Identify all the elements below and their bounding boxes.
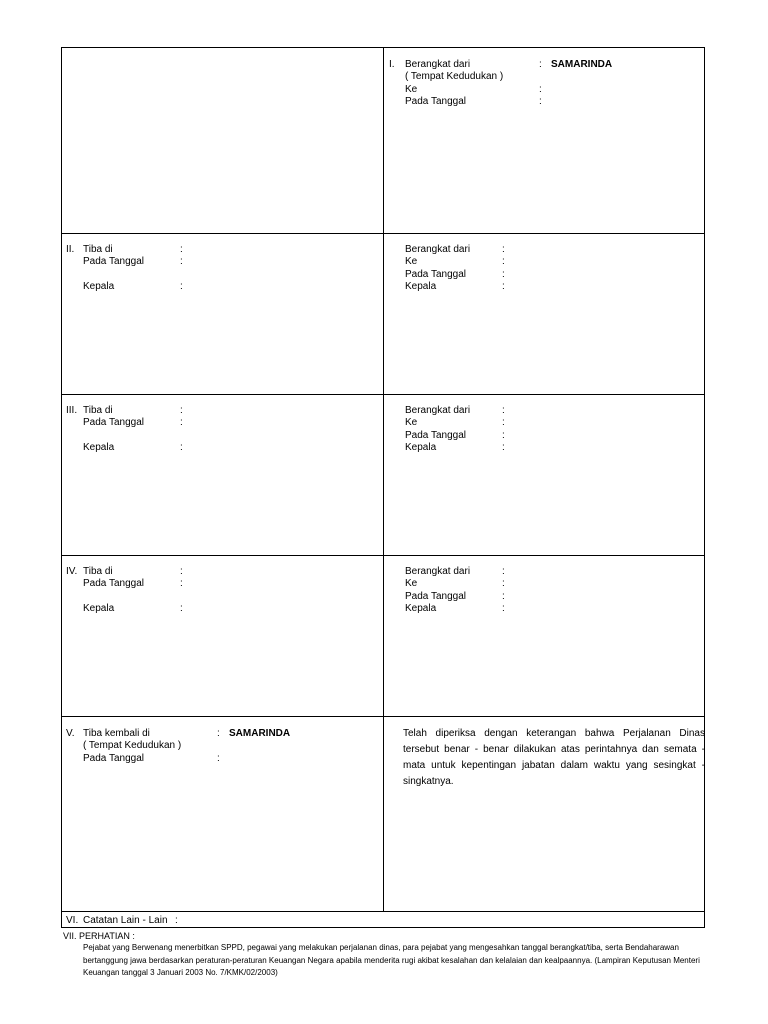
- section-number: IV.: [66, 566, 78, 577]
- field-label: Berangkat dari: [405, 566, 471, 577]
- field-colon: :: [502, 281, 505, 292]
- field-label: Catatan Lain - Lain: [83, 915, 168, 926]
- field-label: Tiba di: [83, 566, 113, 577]
- row-divider: [62, 716, 704, 717]
- section-number: I.: [389, 59, 395, 70]
- field-colon: :: [180, 578, 183, 589]
- field-label: Tiba di: [83, 405, 113, 416]
- field-label: Berangkat dari: [405, 59, 471, 70]
- field-label: Kepala: [405, 442, 437, 453]
- field-colon: :: [180, 244, 183, 255]
- field-colon: :: [180, 566, 183, 577]
- field-label: Pada Tanggal: [83, 578, 144, 589]
- field-colon: :: [502, 244, 505, 255]
- field-label: Berangkat dari: [405, 244, 471, 255]
- field-label: Berangkat dari: [405, 405, 471, 416]
- field-colon: :: [502, 269, 505, 280]
- perhatian-notes: [63, 930, 703, 980]
- field-colon: :: [180, 256, 183, 267]
- field-label: Kepala: [405, 281, 437, 292]
- field-label: ( Tempat Kedudukan ): [405, 71, 504, 82]
- notes-title: PERHATIAN: [79, 931, 130, 941]
- column-divider: [383, 48, 384, 911]
- notes-heading: [63, 930, 703, 942]
- field-label: Ke: [405, 256, 418, 267]
- field-colon: :: [180, 405, 183, 416]
- field-label: Pada Tanggal: [405, 96, 466, 107]
- field-label: Ke: [405, 417, 418, 428]
- field-label: Pada Tanggal: [83, 753, 144, 764]
- field-colon: :: [502, 578, 505, 589]
- field-label: Kepala: [83, 442, 115, 453]
- field-colon: :: [502, 417, 505, 428]
- section-number: II.: [66, 244, 75, 255]
- field-colon: :: [180, 417, 183, 428]
- field-label: Ke: [405, 578, 418, 589]
- field-colon: :: [502, 442, 505, 453]
- section-number: VII.: [63, 931, 77, 941]
- section-number: VI.: [66, 915, 79, 926]
- field-colon: :: [502, 603, 505, 614]
- field-colon: :: [180, 442, 183, 453]
- field-colon: :: [539, 59, 542, 70]
- field-colon: :: [175, 915, 178, 926]
- section-number: III.: [66, 405, 78, 416]
- field-colon: :: [217, 753, 220, 764]
- field-colon: :: [502, 591, 505, 602]
- field-colon: :: [217, 728, 220, 739]
- field-label: Ke: [405, 84, 418, 95]
- field-label: Pada Tanggal: [405, 591, 466, 602]
- field-colon: :: [502, 405, 505, 416]
- verification-statement: Telah diperiksa dengan keterangan bahwa Perjalanan Dinas tersebut benar - benar dilakukan atas perintahnya dan semata - mata untuk kepentingan jabatan dalam waktu yang sesingkat - singkatnya.: [403, 728, 705, 787]
- field-colon: :: [502, 566, 505, 577]
- field-label: Kepala: [405, 603, 437, 614]
- field-value: SAMARINDA: [551, 59, 613, 70]
- row-divider: [62, 555, 704, 556]
- notes-body: Pejabat yang Berwenang menerbitkan SPPD, pegawai yang melakukan perjalanan dinas, para pejabat yang mengesahkan tanggal berangkat/tiba, serta Bendaharawan bertanggung jawa berdasarkan peraturan-peraturan Keuangan Negara apabila menderita rugi akibat kesalahan dan kelalaian dan kealpaannya. (Lampiran Keputusan Menteri Keuangan tanggal 3 Januari 2003 No. 7/KMK/02/2003): [83, 943, 700, 977]
- field-colon: :: [539, 84, 542, 95]
- field-value: SAMARINDA: [229, 728, 291, 739]
- row-divider: [62, 394, 704, 395]
- row-divider: [62, 233, 704, 234]
- field-label: Kepala: [83, 603, 115, 614]
- field-colon: :: [180, 281, 183, 292]
- field-label: Pada Tanggal: [83, 256, 144, 267]
- field-colon: :: [502, 430, 505, 441]
- field-label: ( Tempat Kedudukan ): [83, 740, 182, 751]
- field-colon: :: [502, 256, 505, 267]
- field-label: Tiba kembali di: [83, 728, 150, 739]
- field-label: Pada Tanggal: [405, 430, 466, 441]
- field-label: Pada Tanggal: [405, 269, 466, 280]
- section-number: V.: [66, 728, 75, 739]
- field-label: Pada Tanggal: [83, 417, 144, 428]
- sppd-form-table: [61, 47, 705, 928]
- field-label: Kepala: [83, 281, 115, 292]
- field-colon: :: [539, 96, 542, 107]
- field-colon: :: [132, 931, 135, 941]
- field-label: Tiba di: [83, 244, 113, 255]
- row-divider: [62, 911, 704, 912]
- field-colon: :: [180, 603, 183, 614]
